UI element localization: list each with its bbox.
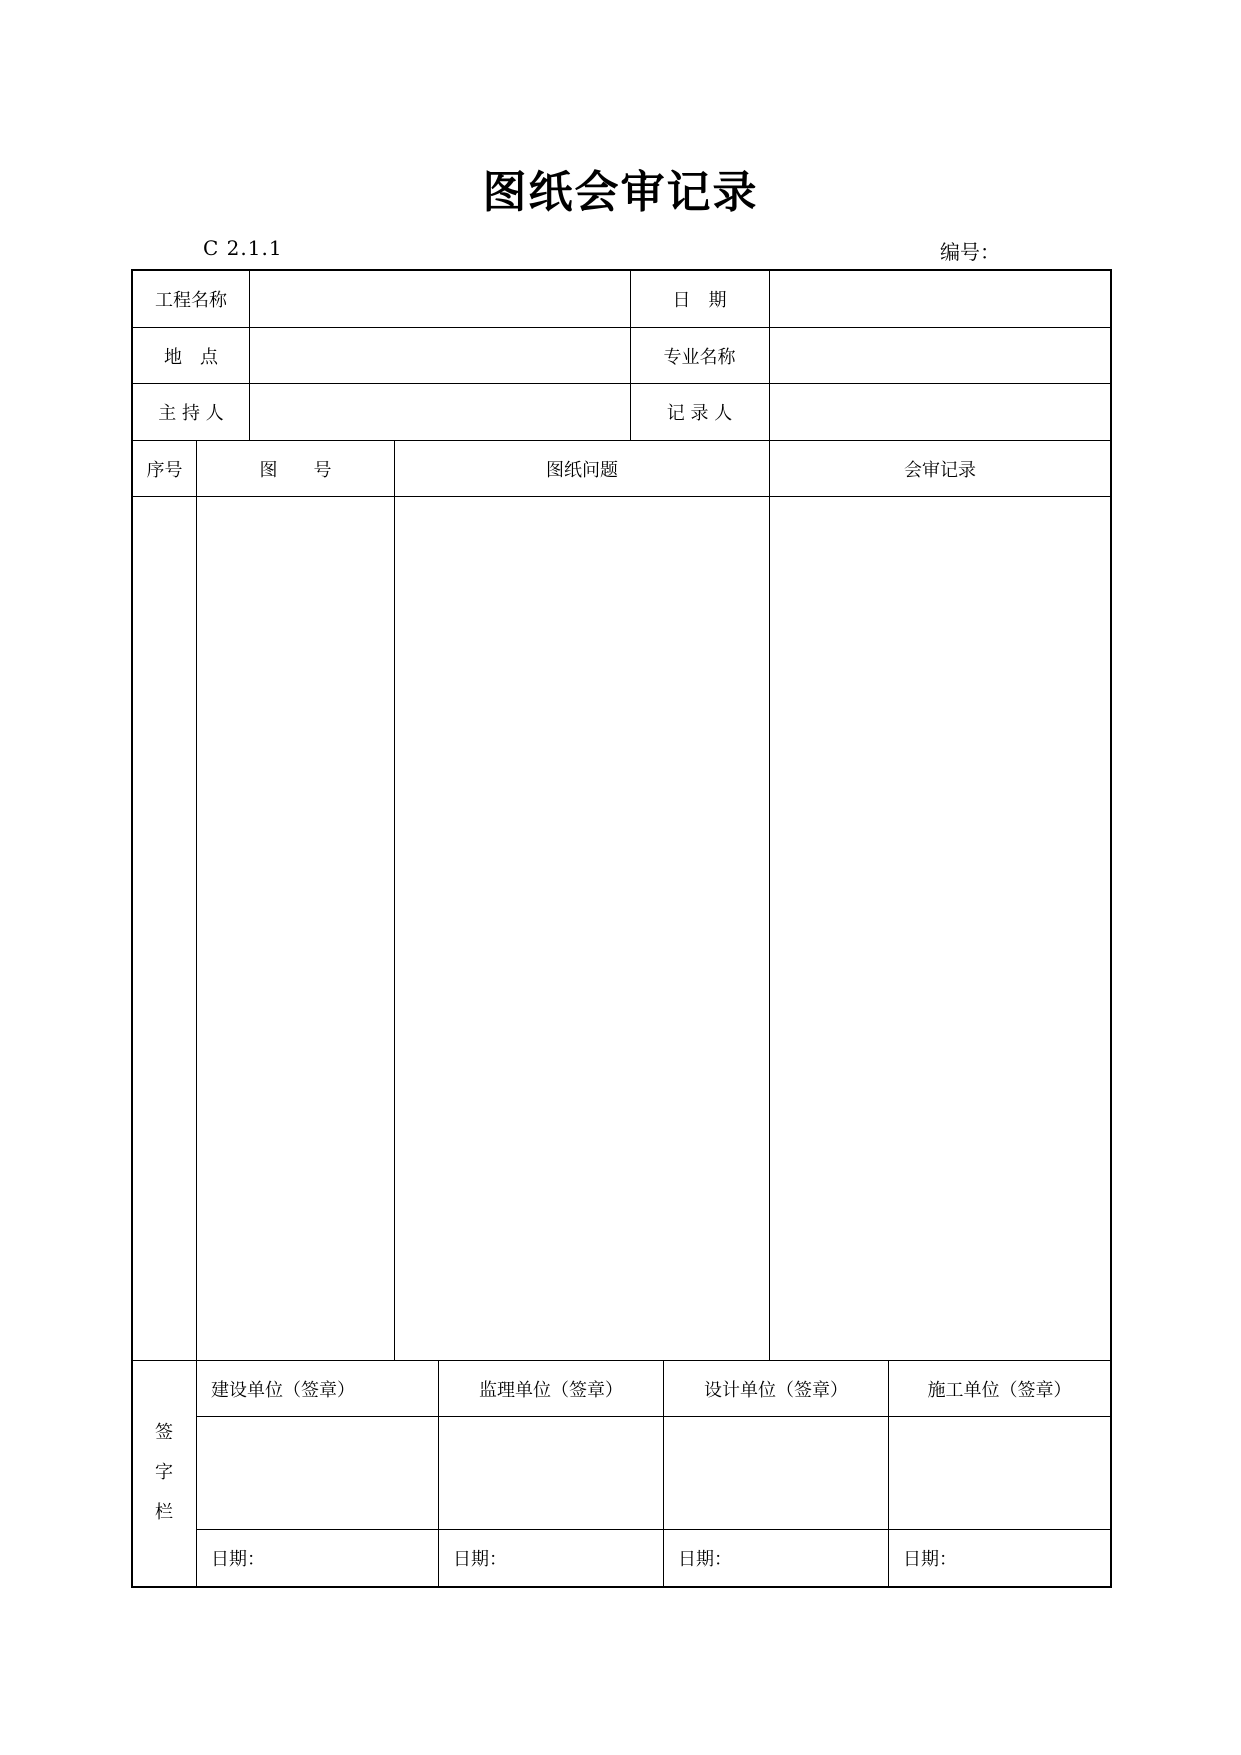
drawing-issue-column-area[interactable]	[395, 497, 769, 1360]
recorder-label: 记 录 人	[666, 403, 733, 424]
specialty-name-field[interactable]	[770, 328, 1110, 383]
column-header-seq: 序号	[146, 459, 183, 481]
form-code: C 2.1.1	[203, 236, 283, 260]
review-form-table	[131, 269, 1112, 1588]
page-title: 图纸会审记录	[482, 167, 759, 218]
contractor-unit-signature-area[interactable]	[889, 1417, 1110, 1529]
project-name-label: 工程名称	[155, 290, 227, 311]
construction-unit-signature-area[interactable]	[197, 1417, 438, 1529]
location-field[interactable]	[250, 328, 630, 383]
host-field[interactable]	[250, 384, 630, 440]
construction-unit-date-label[interactable]: 日期：	[211, 1549, 265, 1570]
construction-unit-label: 建设单位（签章）	[211, 1379, 355, 1401]
column-header-drawing-issue: 图纸问题	[546, 459, 618, 481]
host-label: 主 持 人	[158, 403, 224, 424]
signature-char: 签	[155, 1422, 173, 1443]
contractor-unit-date-label[interactable]: 日期：	[903, 1549, 957, 1570]
review-record-column-area[interactable]	[770, 497, 1110, 1360]
contractor-unit-label: 施工单位（签章）	[927, 1379, 1072, 1401]
design-unit-label: 设计单位（签章）	[704, 1379, 848, 1401]
signature-char: 栏	[155, 1502, 173, 1523]
date-label: 日 期	[672, 290, 727, 311]
supervision-unit-signature-area[interactable]	[439, 1417, 663, 1529]
location-label: 地 点	[164, 346, 218, 368]
signature-section-label	[133, 1413, 195, 1533]
seq-column-area[interactable]	[133, 497, 196, 1360]
specialty-name-label: 专业名称	[663, 346, 736, 368]
supervision-unit-date-label[interactable]: 日期：	[453, 1549, 507, 1570]
design-unit-signature-area[interactable]	[664, 1417, 888, 1529]
recorder-field[interactable]	[770, 384, 1110, 440]
column-header-review-record: 会审记录	[904, 459, 976, 481]
date-field[interactable]	[770, 271, 1110, 327]
project-name-field[interactable]	[250, 271, 630, 327]
serial-number-label: 编号：	[940, 240, 1000, 264]
design-unit-date-label[interactable]: 日期：	[678, 1549, 732, 1570]
column-header-drawing-no: 图 号	[259, 459, 332, 481]
signature-char: 字	[155, 1462, 173, 1483]
supervision-unit-label: 监理单位（签章）	[479, 1379, 623, 1401]
drawing-no-column-area[interactable]	[197, 497, 394, 1360]
